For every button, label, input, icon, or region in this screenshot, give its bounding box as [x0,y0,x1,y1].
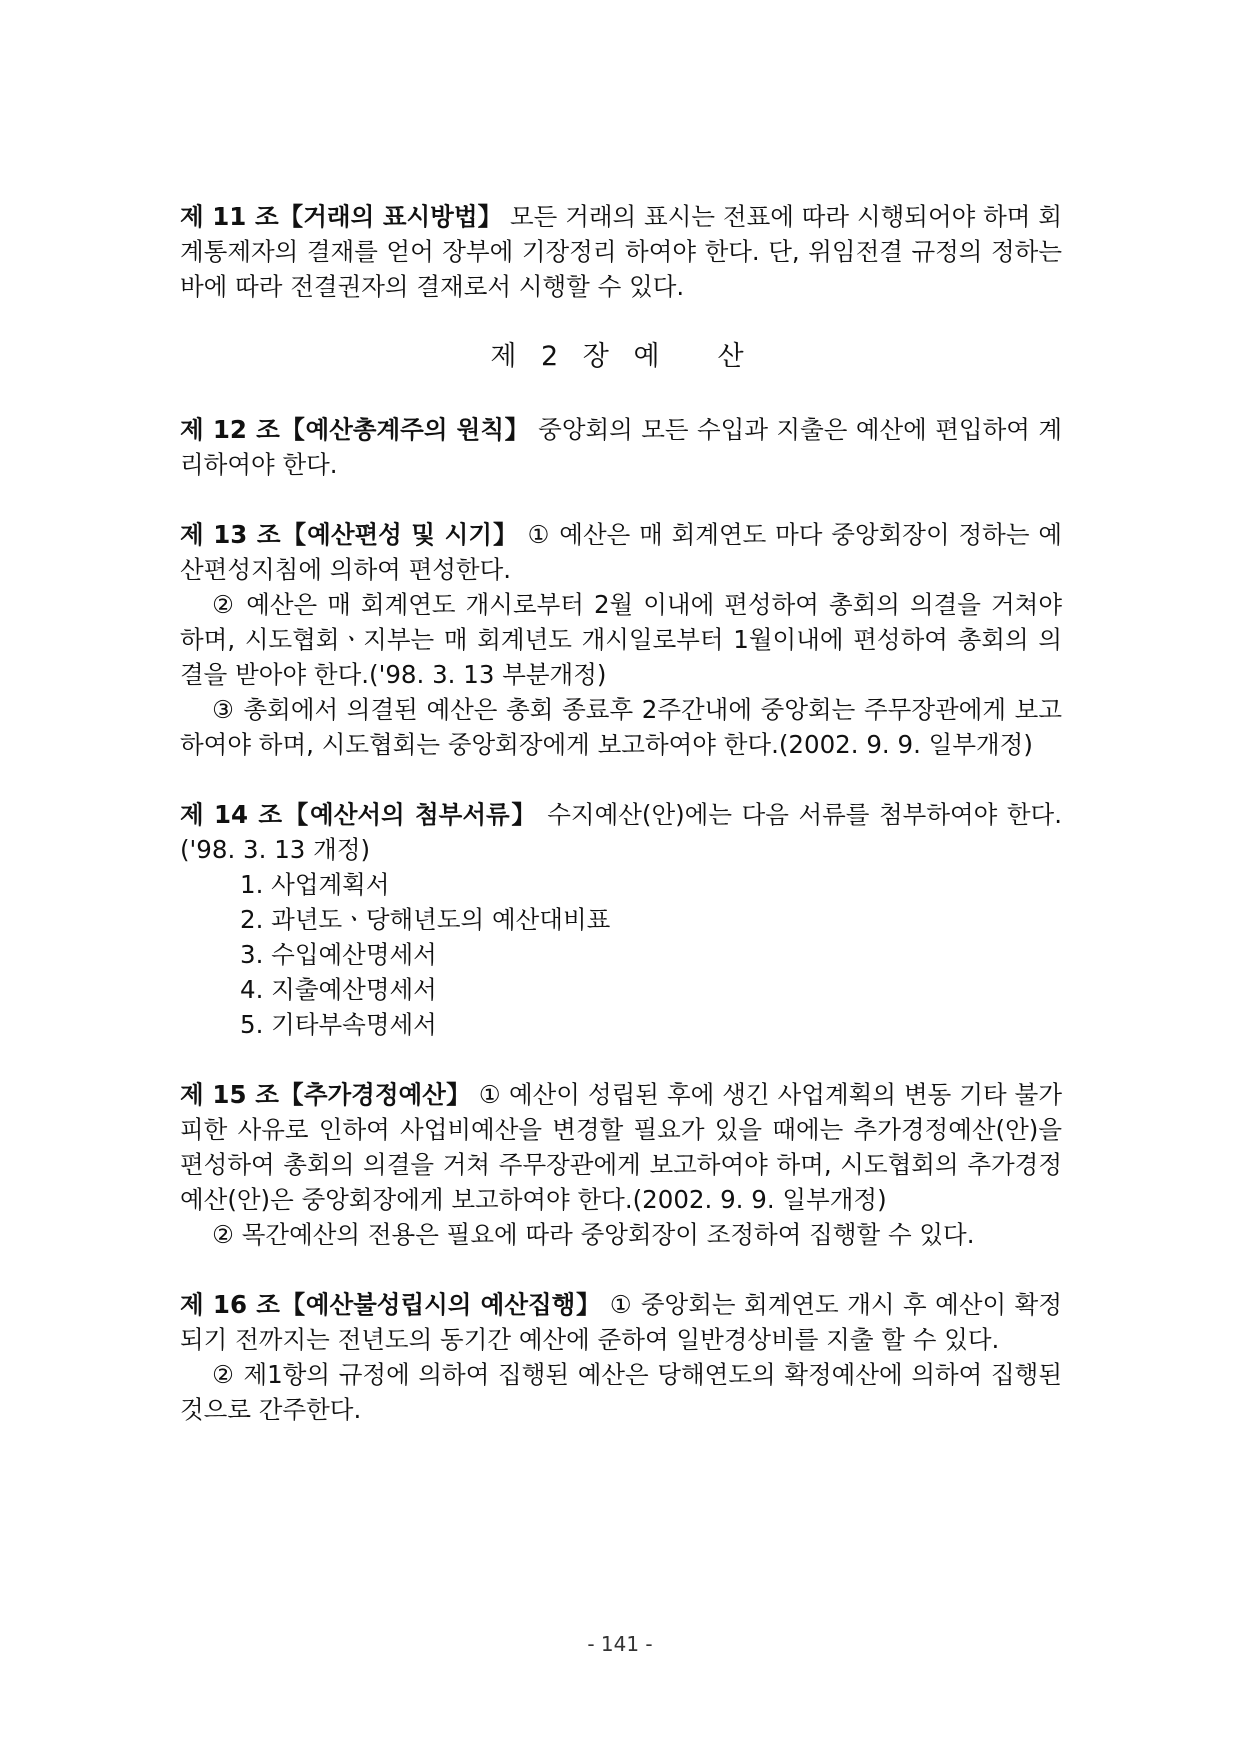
article-13 [180,517,1062,762]
article-11 [180,199,1062,304]
article-13-body: ① 예산은 매 회계연도 마다 중앙회장이 정하는 예산편성지침에 의하여 편성한다. [180,520,1062,584]
list-item: 2. 과년도ㆍ당해년도의 예산대비표 [240,905,611,934]
article-13-paragraph-2: ② 예산은 매 회계연도 개시로부터 2월 이내에 편성하여 총회의 의결을 거쳐야 하며, 시도협회ㆍ지부는 매 회계년도 개시일로부터 1월이내에 편성하여 총회의 의결을 받아야 한다.('98. 3. 13 부분개정) [180,590,1062,689]
article-16-text [180,1287,1062,1357]
article-15-body: ① 예산이 성립된 후에 생긴 사업계획의 변동 기타 불가피한 사유로 인하여 사업비예산을 변경할 필요가 있을 때에는 추가경정예산(안)을 편성하여 총회의 의결을 거쳐 주무장관에게 보고하여야 하며, 시도협회의 추가경정예산(안)은 중앙회장에게 보고하여야 한다.(2002. 9. 9. 일부개정) [180,1080,1062,1214]
list-item: 1. 사업계획서 [240,870,390,899]
article-15 [180,1077,1062,1252]
article-12-text [180,412,1062,482]
article-12-body: 중앙회의 모든 수입과 지출은 예산에 편입하여 계리하여야 한다. [180,415,1062,479]
article-16-paragraph-2: ② 제1항의 규정에 의하여 집행된 예산은 당해연도의 확정예산에 의하여 집행된 것으로 간주한다. [180,1360,1062,1424]
attachment-list [180,867,1062,1042]
article-11-body: 모든 거래의 표시는 전표에 따라 시행되어야 하며 회계통제자의 결재를 얻어 장부에 기장정리 하여야 한다. 단, 위임전결 규정의 정하는 바에 따라 전결권자의 결재로서 시행할 수 있다. [180,202,1062,301]
page-number: - 141 - [587,1632,653,1656]
article-12 [180,412,1062,482]
article-16-body: ① 중앙회는 회계연도 개시 후 예산이 확정되기 전까지는 전년도의 동기간 예산에 준하여 일반경상비를 지출 할 수 있다. [180,1290,1062,1354]
chapter-title [180,339,1062,374]
article-14-heading: 제 14 조【예산서의 첨부서류】 [180,800,538,829]
article-13-heading: 제 13 조【예산편성 및 시기】 [180,520,519,549]
article-14-text [180,797,1062,867]
article-13-paragraph-3: ③ 총회에서 의결된 예산은 총회 종료후 2주간내에 중앙회는 주무장관에게 보고하여야 하며, 시도협회는 중앙회장에게 보고하여야 한다.(2002. 9. 9. 일부개정) [180,695,1062,759]
document-body [180,199,1062,1462]
article-16 [180,1287,1062,1427]
chapter-name-second: 산 [717,341,752,372]
chapter-number: 제 2 장 [490,341,617,372]
article-15-text [180,1077,1062,1217]
list-item: 3. 수입예산명세서 [240,940,437,969]
article-11-text [180,199,1062,304]
chapter-name-first: 예 [633,341,668,372]
article-14-body: 수지예산(안)에는 다음 서류를 첨부하여야 한다. ('98. 3. 13 개정) [180,800,1063,864]
article-15-paragraph-2: ② 목간예산의 전용은 필요에 따라 중앙회장이 조정하여 집행할 수 있다. [212,1220,975,1249]
list-item: 4. 지출예산명세서 [240,975,437,1004]
list-item: 5. 기타부속명세서 [240,1010,437,1039]
article-12-heading: 제 12 조【예산총계주의 원칙】 [180,415,530,444]
article-14 [180,797,1062,1042]
article-13-text [180,517,1062,587]
article-11-heading: 제 11 조【거래의 표시방법】 [180,202,503,231]
article-15-heading: 제 15 조【추가경정예산】 [180,1080,471,1109]
article-16-heading: 제 16 조【예산불성립시의 예산집행】 [180,1290,602,1319]
